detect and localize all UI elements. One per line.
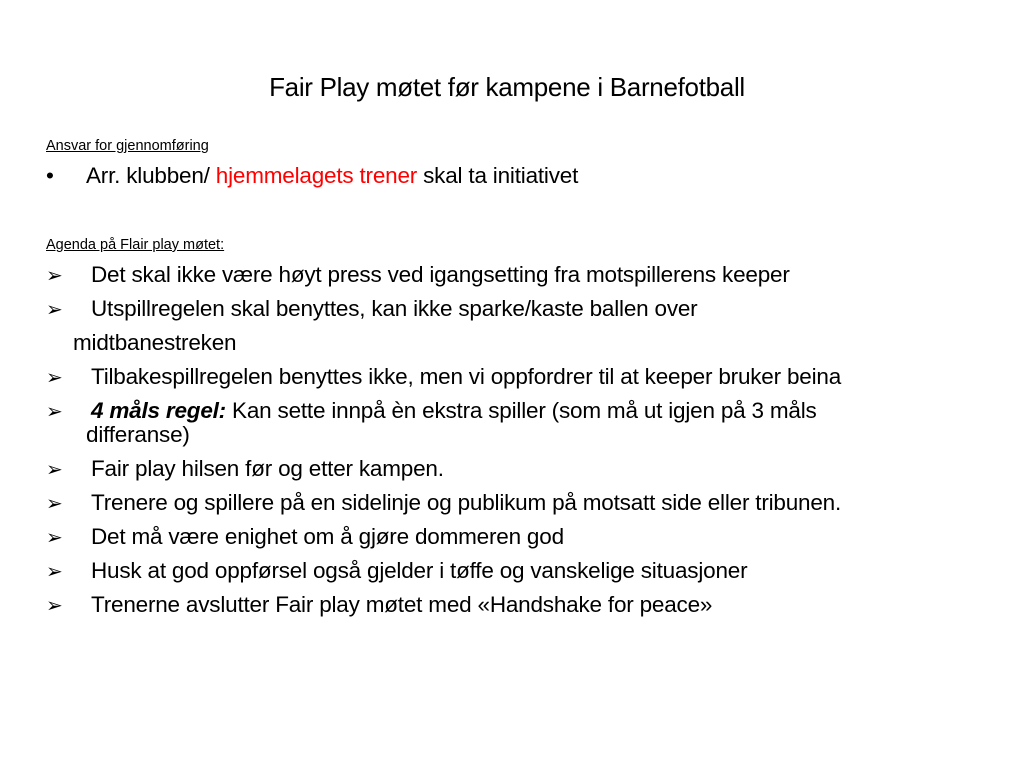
- arrow-bullet-icon: ➢: [46, 399, 63, 423]
- agenda-item: [46, 452, 1006, 486]
- agenda-item: [46, 520, 1006, 554]
- agenda-item: [46, 360, 1006, 394]
- agenda-item: [46, 258, 1006, 292]
- agenda-item-text: Trenerne avslutter Fair play møtet med «Handshake for peace»: [91, 592, 713, 617]
- agenda-item: [46, 554, 1006, 588]
- agenda-item-text: Trenere og spillere på en sidelinje og publikum på motsatt side eller tribunen.: [91, 490, 842, 515]
- agenda-item-text-continued: midtbanestreken: [73, 330, 237, 355]
- arrow-bullet-icon: ➢: [46, 263, 63, 287]
- slide-title: Fair Play møtet før kampene i Barnefotball: [269, 72, 745, 102]
- agenda-item-text-continued: differanse): [86, 422, 190, 447]
- section-heading-agenda: Agenda på Flair play møtet:: [46, 237, 225, 253]
- bullet-text-part3: skal ta initiativet: [417, 163, 579, 188]
- agenda-item-text: Utspillregelen skal benyttes, kan ikke sparke/kaste ballen over: [91, 296, 698, 321]
- agenda-item: [46, 486, 1006, 520]
- arrow-bullet-icon: ➢: [46, 365, 63, 389]
- agenda-item-text: Det skal ikke være høyt press ved igangsetting fra motspillerens keeper: [91, 262, 790, 287]
- agenda-item-text: Husk at god oppførsel også gjelder i tøffe og vanskelige situasjoner: [91, 558, 748, 583]
- agenda-item: [46, 394, 1006, 452]
- agenda-item-text: Kan sette innpå èn ekstra spiller (som må ut igjen på 3 måls: [225, 398, 817, 423]
- arrow-bullet-icon: ➢: [46, 559, 63, 583]
- section-heading-responsibility: Ansvar for gjennomføring: [46, 138, 209, 154]
- agenda-item-bold-label: 4 måls regel:: [91, 398, 226, 423]
- bullet-text-highlight: hjemmelagets trener: [215, 163, 418, 188]
- arrow-bullet-icon: ➢: [46, 525, 63, 549]
- agenda-item: [46, 292, 1006, 360]
- arrow-bullet-icon: ➢: [46, 297, 63, 321]
- agenda-item-text: Det må være enighet om å gjøre dommeren god: [91, 524, 564, 549]
- responsibility-bullet: [46, 161, 578, 191]
- agenda-item-text: Fair play hilsen før og etter kampen.: [91, 456, 444, 481]
- bullet-text-part1: Arr. klubben/: [86, 163, 216, 188]
- agenda-item: [46, 588, 1006, 622]
- arrow-bullet-icon: ➢: [46, 491, 63, 515]
- agenda-list: [46, 258, 1006, 622]
- arrow-bullet-icon: ➢: [46, 593, 63, 617]
- agenda-item-text: Tilbakespillregelen benyttes ikke, men vi oppfordrer til at keeper bruker beina: [91, 364, 842, 389]
- arrow-bullet-icon: ➢: [46, 457, 63, 481]
- bullet-dot-icon: •: [46, 163, 54, 188]
